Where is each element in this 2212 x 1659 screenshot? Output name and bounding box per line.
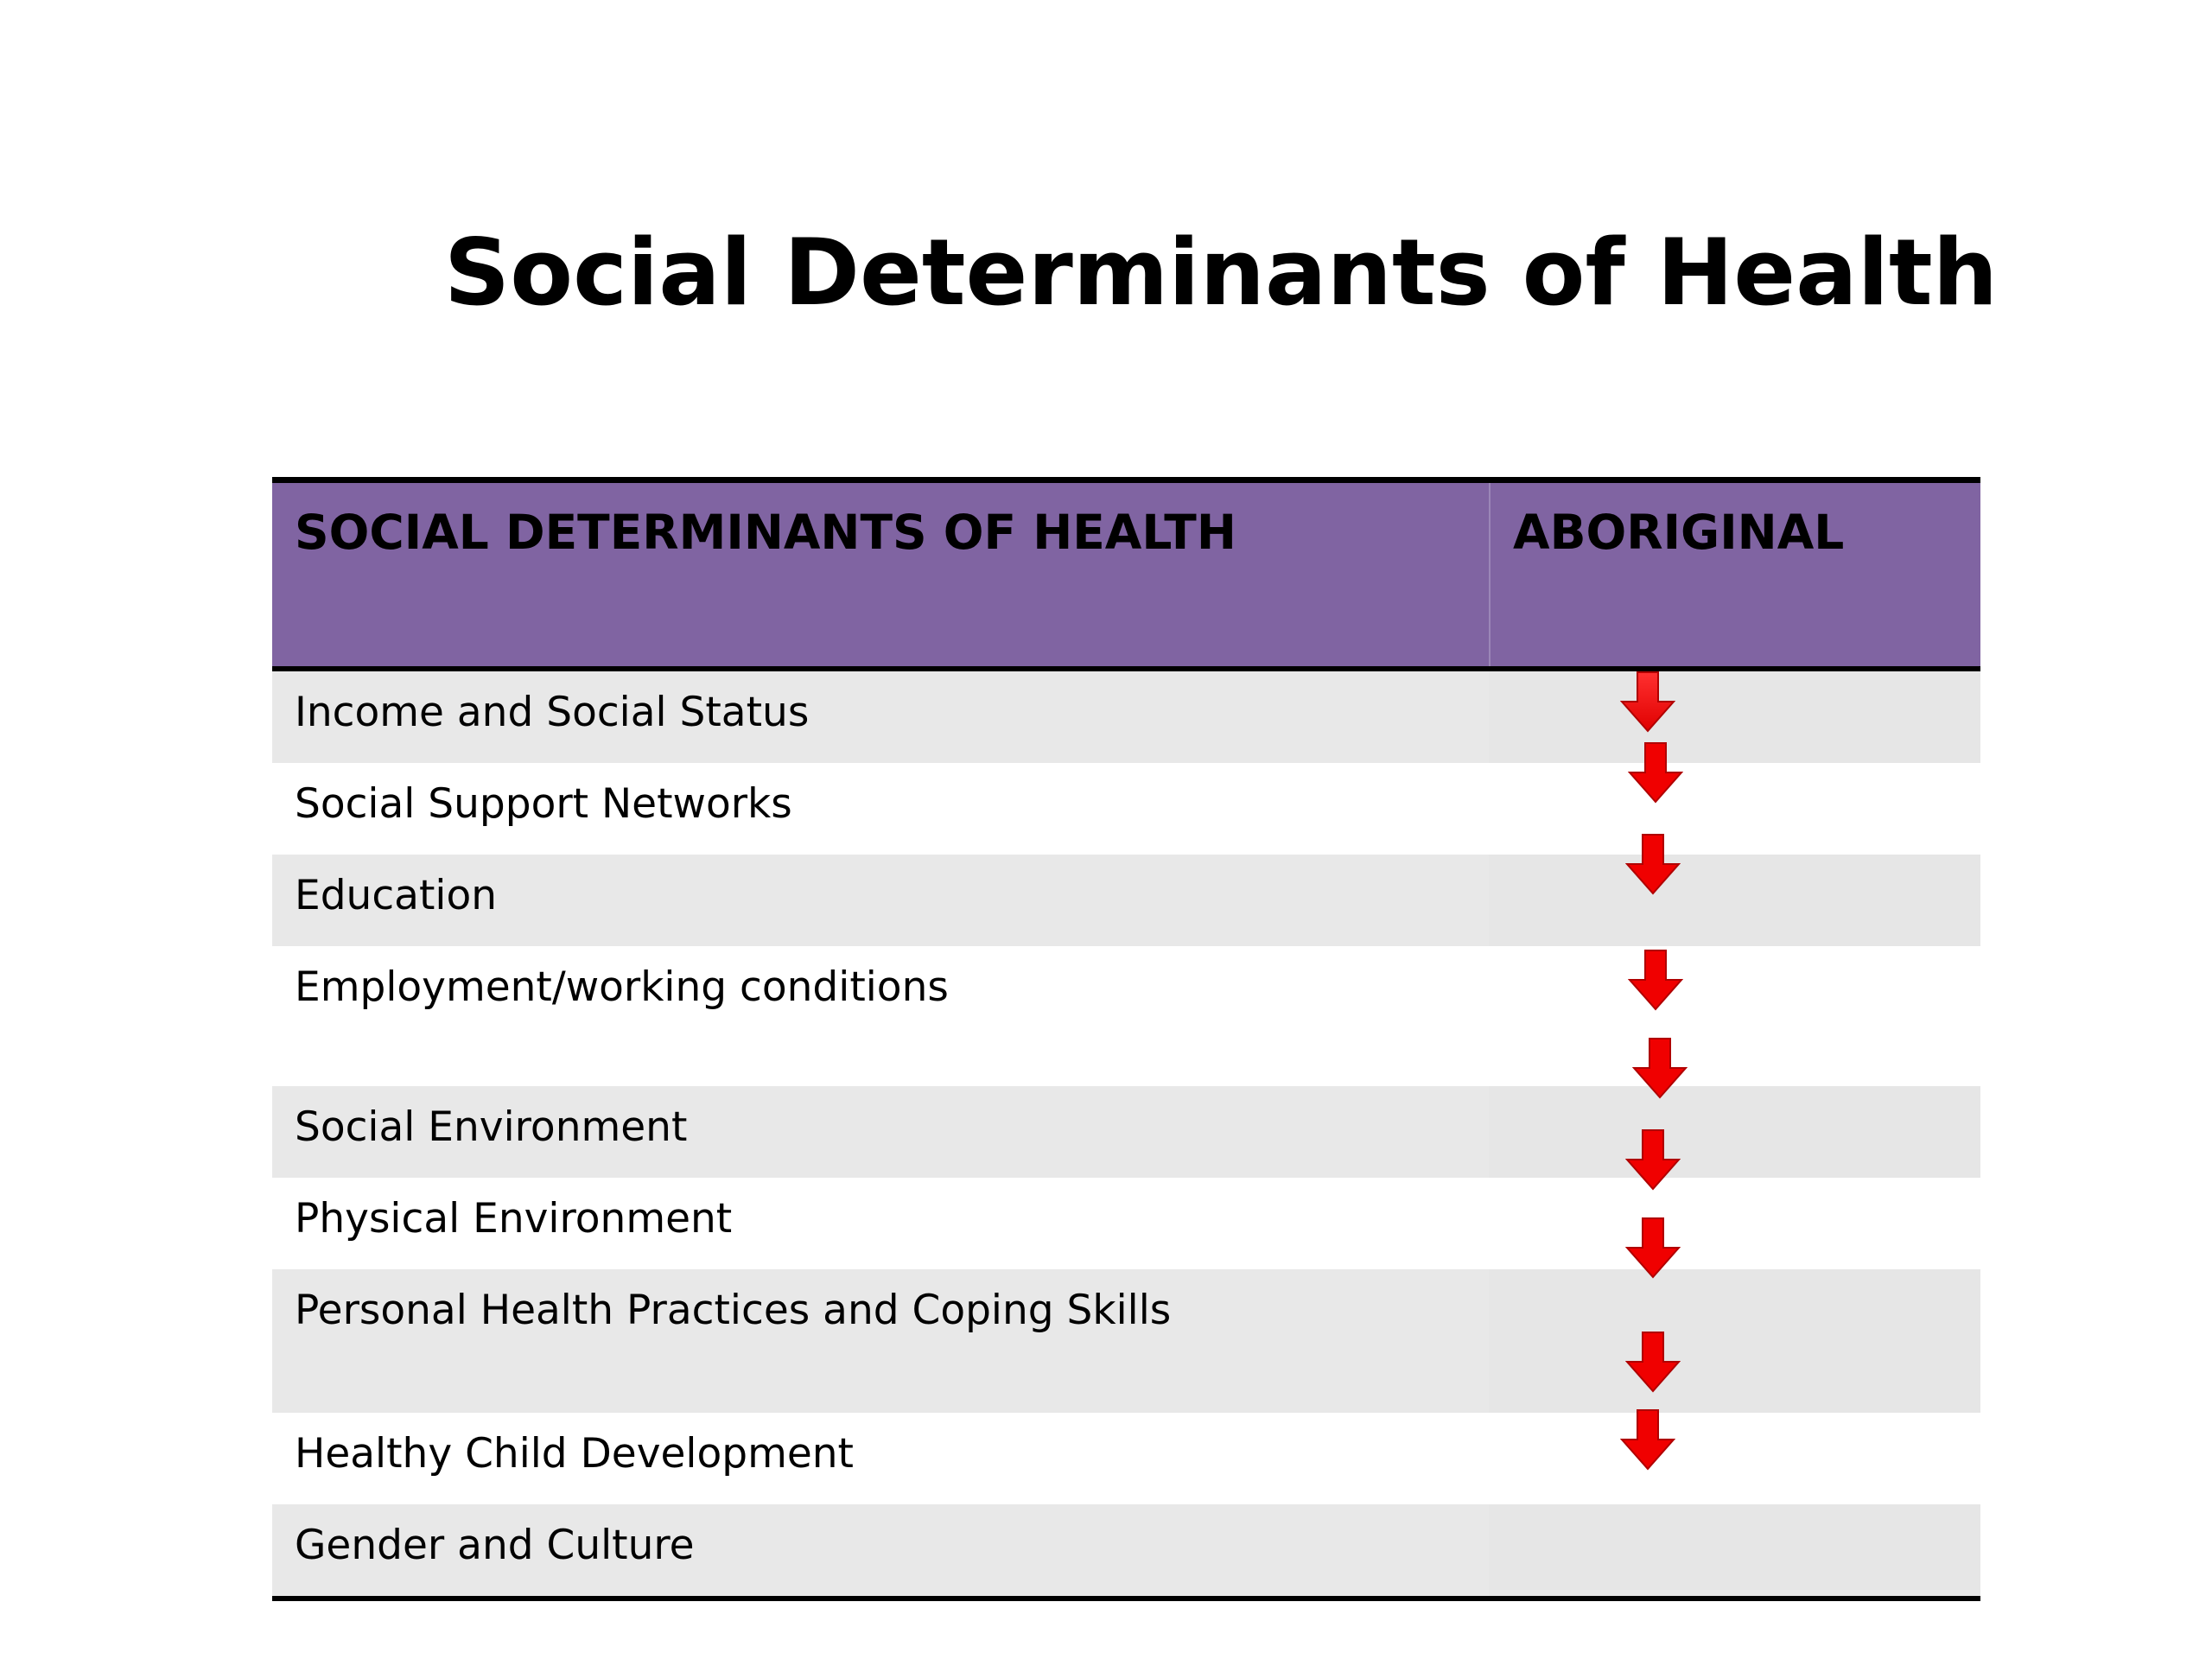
row-col2-cell bbox=[1489, 1413, 1980, 1504]
header-determinants: SOCIAL DETERMINANTS OF HEALTH bbox=[295, 505, 1236, 560]
down-arrow-icon bbox=[1625, 1128, 1681, 1191]
down-arrow-icon bbox=[1628, 741, 1683, 804]
table-bottom-rule bbox=[272, 1596, 1980, 1601]
table-row bbox=[272, 671, 1980, 763]
row-col2-cell bbox=[1489, 763, 1980, 855]
row-label-social-environment: Social Environment bbox=[295, 1103, 688, 1151]
table-top-rule bbox=[272, 477, 1980, 483]
row-label-employment: Employment/working conditions bbox=[295, 963, 949, 1011]
row-col2-cell bbox=[1489, 855, 1980, 946]
row-col2-cell bbox=[1489, 1269, 1980, 1413]
down-arrow-icon bbox=[1620, 671, 1675, 733]
header-column-divider bbox=[1489, 483, 1491, 666]
down-arrow-icon bbox=[1632, 1037, 1688, 1099]
table-row bbox=[272, 946, 1980, 1086]
down-arrow-icon bbox=[1625, 1331, 1681, 1393]
table-row bbox=[272, 1269, 1980, 1413]
table-row bbox=[272, 1504, 1980, 1596]
row-label-income: Income and Social Status bbox=[295, 689, 810, 736]
row-label-gender-culture: Gender and Culture bbox=[295, 1522, 695, 1569]
down-arrow-icon bbox=[1628, 949, 1683, 1011]
down-arrow-icon bbox=[1620, 1408, 1675, 1471]
table-row bbox=[272, 1413, 1980, 1504]
row-label-education: Education bbox=[295, 872, 497, 919]
table-row bbox=[272, 855, 1980, 946]
down-arrow-icon bbox=[1625, 833, 1681, 895]
row-label-social-support: Social Support Networks bbox=[295, 780, 792, 828]
row-col2-cell bbox=[1489, 1086, 1980, 1178]
row-label-personal-health: Personal Health Practices and Coping Skills bbox=[295, 1287, 1172, 1334]
down-arrow-icon bbox=[1625, 1217, 1681, 1279]
row-col2-cell bbox=[1489, 946, 1980, 1086]
row-col2-cell bbox=[1489, 1504, 1980, 1596]
table-row bbox=[272, 763, 1980, 855]
row-label-physical-environment: Physical Environment bbox=[295, 1195, 733, 1243]
table-header bbox=[272, 483, 1980, 666]
table-row bbox=[272, 1086, 1980, 1178]
determinants-table bbox=[272, 477, 1980, 1601]
header-aboriginal: ABORIGINAL bbox=[1513, 505, 1845, 560]
row-col2-cell bbox=[1489, 1178, 1980, 1269]
slide-title: Social Determinants of Health bbox=[443, 219, 1999, 326]
row-label-child-development: Healthy Child Development bbox=[295, 1430, 854, 1478]
row-col2-cell bbox=[1489, 671, 1980, 763]
table-row bbox=[272, 1178, 1980, 1269]
